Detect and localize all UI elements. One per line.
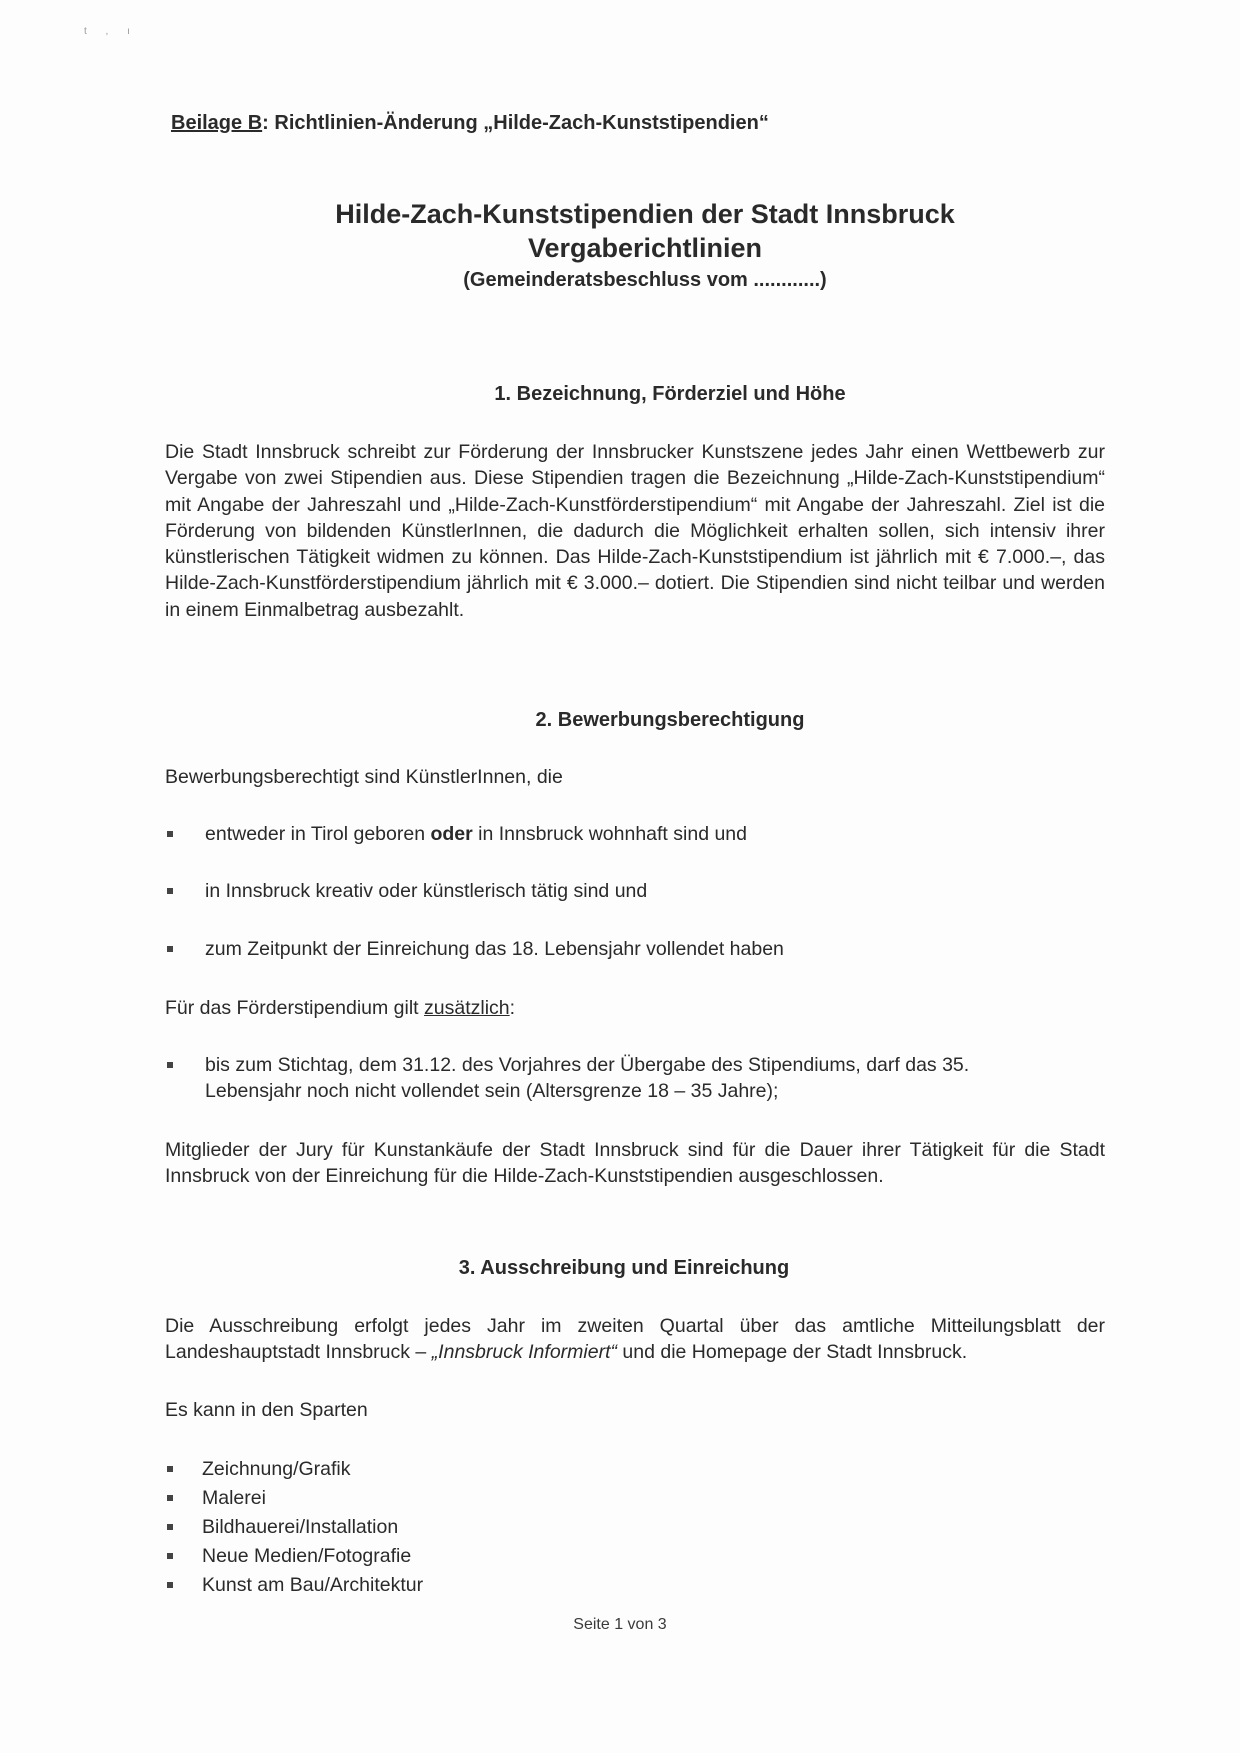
document-subtitle: Vergaberichtlinien — [527, 233, 763, 263]
bullet-text: entweder in Tirol geboren — [205, 823, 431, 845]
list-item — [165, 936, 1105, 962]
bullet-text: bis zum Stichtag, dem 31.12. des Vorjahres der Übergabe des Stipendiums, darf das 35. Lebensjahr noch nicht vollendet sein (Altersgrenze 18 – 35 Jahre); — [205, 1054, 970, 1103]
section-1-paragraph: Die Stadt Innsbruck schreibt zur Förderung der Innsbrucker Kunstszene jedes Jahr einen Wettbewerb zur Vergabe von zwei Stipendien aus. Diese Stipendien tragen die Bezeichnung „Hilde-Zach-Kunststipendium“ mit Angabe der Jahreszahl und „Hilde-Zach-Kunstförderstipendium“ mit Angabe der Jahreszahl. Ziel ist die Förderung von bildenden KünstlerInnen, die dadurch die Möglichkeit erhalten sollen, sich intensiv ihrer künstlerischen Tätigkeit widmen zu können. Das Hilde-Zach-Kunststipendium ist jährlich mit € 7.000.–, das Hilde-Zach-Kunstförderstipendium jährlich mit € 3.000.– dotiert. Die Stipendien sind nicht teilbar und werden in einem Einmalbetrag ausbezahlt. — [165, 441, 1105, 621]
bullet-square — [167, 1466, 173, 1472]
bullet-emphasis: oder — [430, 823, 473, 845]
age-limit-colon: : — [509, 997, 516, 1019]
bullet-square — [167, 1062, 173, 1068]
bullet-square — [167, 946, 173, 952]
paragraph-text: und die Homepage der Stadt Innsbruck. — [617, 1341, 968, 1364]
jury-exclusion-note: Mitglieder der Jury für Kunstankäufe der Stadt Innsbruck sind für die Dauer ihrer Tätigkeit für die Stadt Innsbruck von der Einreichung für die Hilde-Zach-Kunststipendien ausgeschlossen. — [165, 1139, 1105, 1188]
resolution-note: (Gemeinderatsbeschluss vom ............) — [463, 269, 827, 291]
annex-title: : Richtlinien-Änderung „Hilde-Zach-Kunststipendien“ — [262, 112, 769, 134]
section-1-heading: 1. Bezeichnung, Förderziel und Höhe — [494, 383, 846, 405]
list-item — [165, 821, 1105, 847]
bullet-square — [167, 1553, 173, 1559]
list-item — [165, 1514, 1105, 1540]
bullet-square — [167, 888, 173, 894]
annex-heading — [171, 112, 769, 135]
list-item — [165, 1485, 1105, 1511]
publication-name: „Innsbruck Informiert“ — [431, 1341, 617, 1364]
document-title: Hilde-Zach-Kunststipendien der Stadt Innsbruck — [335, 199, 955, 229]
scan-marks: t , ı — [84, 26, 138, 37]
category-label: Neue Medien/Fotografie — [202, 1545, 412, 1567]
section-2-intro: Bewerbungsberechtigt sind KünstlerInnen, die — [165, 766, 563, 788]
category-label: Zeichnung/Grafik — [202, 1458, 351, 1480]
age-limit-text: Für das Förderstipendium gilt — [165, 997, 425, 1019]
section-2-heading: 2. Bewerbungsberechtigung — [535, 709, 805, 731]
bullet-square — [167, 1582, 173, 1588]
categories-intro: Es kann in den Sparten — [165, 1399, 368, 1421]
annex-label: Beilage B — [171, 112, 263, 134]
list-item — [165, 1456, 1105, 1482]
paragraph-text: Die Ausschreibung erfolgt jedes Jahr im zweiten Quartal über das amtliche Mitteilungsblatt der Landeshauptstadt Innsbruck – — [165, 1315, 1105, 1364]
list-item — [165, 1052, 1065, 1105]
age-limit-emphasis: zusätzlich — [424, 997, 510, 1019]
bullet-text: in Innsbruck wohnhaft sind und — [472, 823, 747, 845]
bullet-square — [167, 1524, 173, 1530]
section-3-heading: 3. Ausschreibung und Einreichung — [458, 1257, 790, 1279]
list-item — [165, 878, 1105, 904]
category-label: Kunst am Bau/Architektur — [202, 1574, 424, 1596]
list-item — [165, 1543, 1105, 1569]
category-label: Bildhauerei/Installation — [202, 1516, 399, 1538]
section-3-paragraph — [165, 1313, 1105, 1366]
document-title-block — [0, 197, 1240, 295]
category-label: Malerei — [202, 1487, 266, 1509]
age-limit-intro — [165, 995, 1105, 1021]
bullet-square — [167, 1495, 173, 1501]
list-item — [165, 1572, 1105, 1598]
bullet-square — [167, 831, 173, 837]
bullet-text: in Innsbruck kreativ oder künstlerisch tätig sind und — [205, 880, 648, 902]
page-number: Seite 1 von 3 — [573, 1616, 667, 1633]
bullet-text: zum Zeitpunkt der Einreichung das 18. Lebensjahr vollendet haben — [205, 938, 784, 960]
